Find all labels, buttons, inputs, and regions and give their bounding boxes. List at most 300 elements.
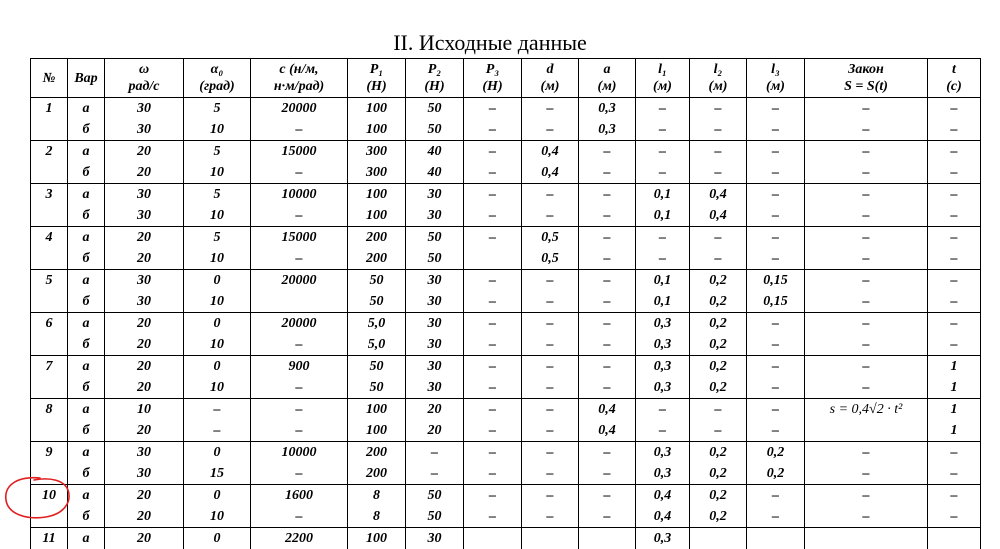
table-cell: 10 <box>184 119 251 141</box>
column-header-unit: S = S(t) <box>805 78 927 95</box>
column-header-unit: (Н) <box>464 78 521 95</box>
table-cell: – <box>928 442 981 464</box>
law-cell: – <box>805 485 928 507</box>
table-cell: а <box>68 399 105 421</box>
column-header-unit: (с) <box>928 78 980 95</box>
table-cell: – <box>928 313 981 335</box>
table-cell: – <box>464 485 522 507</box>
table-cell: – <box>928 463 981 485</box>
column-header-top: c (н/м, <box>251 61 347 78</box>
table-cell: 40 <box>406 141 464 163</box>
table-cell: 30 <box>105 442 184 464</box>
column-header-unit: (Н) <box>406 78 463 95</box>
table-cell: – <box>579 291 636 313</box>
law-cell: s = 0,4√2 · t² <box>805 399 928 421</box>
table-cell: 15000 <box>251 141 348 163</box>
table-cell: – <box>928 248 981 270</box>
header-row <box>31 59 981 98</box>
table-cell: 100 <box>348 528 406 549</box>
table-row <box>31 334 981 356</box>
table-row <box>31 98 981 120</box>
table-cell: 30 <box>406 313 464 335</box>
table-cell: а <box>68 356 105 378</box>
variant-number: 7 <box>31 356 68 378</box>
table-cell: 30 <box>406 184 464 206</box>
table-cell: – <box>522 98 579 120</box>
table-cell: – <box>251 334 348 356</box>
table-cell: 100 <box>348 205 406 227</box>
table-cell: 5 <box>184 227 251 249</box>
table-cell: – <box>522 506 579 528</box>
table-cell: 1 <box>928 399 981 421</box>
table-cell: – <box>464 399 522 421</box>
table-cell: а <box>68 270 105 292</box>
page-title: II. Исходные данные <box>0 30 980 56</box>
variant-number: 11 <box>31 528 68 549</box>
law-cell: – <box>805 248 928 270</box>
table-cell <box>579 528 636 549</box>
column-header-unit: (м) <box>747 78 804 95</box>
table-cell: 0,3 <box>636 528 690 549</box>
law-cell: – <box>805 184 928 206</box>
column-header <box>636 59 690 98</box>
table-cell: – <box>690 162 747 184</box>
table-cell: 0 <box>184 270 251 292</box>
table-cell: 10 <box>105 399 184 421</box>
table-cell: 0 <box>184 313 251 335</box>
variant-number <box>31 420 68 442</box>
table-cell: 50 <box>406 227 464 249</box>
table-cell: 0,2 <box>690 291 747 313</box>
table-cell: 0,2 <box>690 356 747 378</box>
table-cell: 0,2 <box>690 377 747 399</box>
table-cell: 30 <box>406 205 464 227</box>
table-cell: – <box>464 98 522 120</box>
table-cell <box>690 528 747 549</box>
table-cell: – <box>747 399 805 421</box>
table-cell: – <box>251 248 348 270</box>
variant-number <box>31 248 68 270</box>
table-cell: – <box>928 291 981 313</box>
table-cell: 20 <box>406 420 464 442</box>
table-cell: – <box>251 205 348 227</box>
table-row <box>31 377 981 399</box>
variant-number <box>31 205 68 227</box>
table-cell: 0,3 <box>579 119 636 141</box>
table-cell: – <box>747 356 805 378</box>
table-cell: 30 <box>105 291 184 313</box>
table-cell: 0,5 <box>522 248 579 270</box>
variant-number: 10 <box>31 485 68 507</box>
column-header <box>31 59 68 98</box>
table-cell: – <box>579 162 636 184</box>
law-cell: – <box>805 227 928 249</box>
table-cell: б <box>68 334 105 356</box>
table-cell: – <box>928 485 981 507</box>
column-header <box>105 59 184 98</box>
table-cell: – <box>464 377 522 399</box>
variant-number <box>31 119 68 141</box>
table-cell: 30 <box>105 463 184 485</box>
table-cell: 5,0 <box>348 334 406 356</box>
variant-number: 3 <box>31 184 68 206</box>
table-cell: 20 <box>105 506 184 528</box>
table-cell: 50 <box>348 291 406 313</box>
law-cell: – <box>805 334 928 356</box>
table-cell: – <box>747 141 805 163</box>
table-cell <box>522 528 579 549</box>
table-row <box>31 506 981 528</box>
table-cell: – <box>464 291 522 313</box>
table-cell: 5,0 <box>348 313 406 335</box>
table-cell: 30 <box>105 98 184 120</box>
table-cell: 0 <box>184 442 251 464</box>
table-cell: – <box>690 98 747 120</box>
table-cell: 900 <box>251 356 348 378</box>
table-cell: – <box>928 270 981 292</box>
table-cell: – <box>636 162 690 184</box>
table-cell: – <box>636 98 690 120</box>
table-cell: 1600 <box>251 485 348 507</box>
table-cell: – <box>690 399 747 421</box>
table-row <box>31 485 981 507</box>
table-cell: 0,4 <box>579 420 636 442</box>
table-cell: 20 <box>105 528 184 549</box>
column-header <box>251 59 348 98</box>
table-cell: 30 <box>406 528 464 549</box>
table-cell: 30 <box>406 356 464 378</box>
table-cell: – <box>464 227 522 249</box>
table-cell: а <box>68 485 105 507</box>
law-cell <box>805 420 928 442</box>
table-cell: – <box>251 506 348 528</box>
column-header-top: d <box>522 61 578 78</box>
law-cell: – <box>805 463 928 485</box>
table-cell: – <box>579 184 636 206</box>
table-cell: – <box>522 377 579 399</box>
table-cell: – <box>579 334 636 356</box>
table-cell: – <box>928 205 981 227</box>
table-cell: 5 <box>184 184 251 206</box>
table-cell: – <box>464 119 522 141</box>
table-cell: 100 <box>348 184 406 206</box>
variant-number <box>31 377 68 399</box>
table-cell: – <box>636 141 690 163</box>
column-header <box>464 59 522 98</box>
table-cell: 0,3 <box>636 313 690 335</box>
column-header-top: Вар <box>68 70 104 87</box>
table-cell: 20 <box>105 420 184 442</box>
table-cell: – <box>522 485 579 507</box>
table-row <box>31 356 981 378</box>
table-cell: 0,2 <box>690 506 747 528</box>
table-row <box>31 463 981 485</box>
table-cell <box>928 528 981 549</box>
table-cell: 20 <box>105 141 184 163</box>
table-cell: 0,2 <box>690 270 747 292</box>
table-cell: 0,4 <box>522 162 579 184</box>
column-header <box>747 59 805 98</box>
table-cell: а <box>68 98 105 120</box>
table-cell: – <box>464 270 522 292</box>
table-cell: – <box>406 463 464 485</box>
table-row <box>31 399 981 421</box>
table-row <box>31 205 981 227</box>
table-cell: б <box>68 205 105 227</box>
table-cell: 30 <box>406 270 464 292</box>
column-header-unit: (Н) <box>348 78 405 95</box>
table-cell: 50 <box>406 248 464 270</box>
variant-number: 6 <box>31 313 68 335</box>
table-cell: 200 <box>348 227 406 249</box>
table-cell: – <box>464 463 522 485</box>
table-cell: 0,2 <box>690 313 747 335</box>
table-cell: 10 <box>184 162 251 184</box>
table-cell: 20 <box>105 356 184 378</box>
table-cell: – <box>747 98 805 120</box>
table-cell: 300 <box>348 141 406 163</box>
variant-number <box>31 291 68 313</box>
table-cell: 50 <box>348 377 406 399</box>
table-cell: – <box>747 334 805 356</box>
column-header-unit: (м) <box>522 78 578 95</box>
column-header <box>522 59 579 98</box>
table-cell: – <box>747 162 805 184</box>
table-cell: 40 <box>406 162 464 184</box>
table-cell: – <box>579 141 636 163</box>
table-cell: 0,2 <box>747 463 805 485</box>
law-cell: – <box>805 313 928 335</box>
table-cell: 0,3 <box>636 334 690 356</box>
table-cell: 20 <box>105 227 184 249</box>
column-header-top: P₁ <box>348 61 405 78</box>
table-cell: – <box>464 442 522 464</box>
table-cell: – <box>251 162 348 184</box>
table-cell: 10 <box>184 334 251 356</box>
table-cell: – <box>522 270 579 292</box>
variant-number <box>31 334 68 356</box>
table-cell: – <box>579 377 636 399</box>
table-cell: – <box>184 399 251 421</box>
table-cell: 10 <box>184 291 251 313</box>
table-cell: – <box>184 420 251 442</box>
table-cell: – <box>747 506 805 528</box>
law-cell: – <box>805 442 928 464</box>
table-cell: 0,15 <box>747 270 805 292</box>
table-cell: 0,3 <box>636 356 690 378</box>
table-cell: – <box>579 313 636 335</box>
law-cell: – <box>805 119 928 141</box>
column-header-top: t <box>928 61 980 78</box>
table-cell: 10000 <box>251 442 348 464</box>
column-header <box>579 59 636 98</box>
table-cell: 0,4 <box>522 141 579 163</box>
table-cell <box>464 528 522 549</box>
table-row <box>31 141 981 163</box>
table-cell: 100 <box>348 98 406 120</box>
table-cell: 20 <box>105 313 184 335</box>
table-cell: 20 <box>105 334 184 356</box>
table-cell: 1 <box>928 377 981 399</box>
table-row <box>31 162 981 184</box>
column-header-top: P₃ <box>464 61 521 78</box>
table-cell: – <box>579 356 636 378</box>
table-cell: – <box>464 506 522 528</box>
table-cell: б <box>68 463 105 485</box>
table-cell: – <box>747 313 805 335</box>
table-cell: 20 <box>105 162 184 184</box>
table-cell: – <box>636 399 690 421</box>
table-cell: 30 <box>105 205 184 227</box>
table-cell: 10 <box>184 506 251 528</box>
column-header <box>928 59 981 98</box>
table-cell: – <box>464 334 522 356</box>
column-header-top: ω <box>105 61 183 78</box>
column-header-top: α₀ <box>184 61 250 78</box>
data-table <box>30 58 981 549</box>
table-cell: б <box>68 119 105 141</box>
table-cell: – <box>747 485 805 507</box>
table-cell: – <box>636 420 690 442</box>
table-cell: 2200 <box>251 528 348 549</box>
table-cell: – <box>690 248 747 270</box>
table-cell <box>464 248 522 270</box>
table-cell: 5 <box>184 98 251 120</box>
variant-number <box>31 506 68 528</box>
table-cell: – <box>928 184 981 206</box>
table-cell: б <box>68 291 105 313</box>
column-header-unit: (град) <box>184 78 250 95</box>
table-cell: – <box>747 248 805 270</box>
table-row <box>31 313 981 335</box>
table-cell: 20 <box>105 485 184 507</box>
table-cell <box>251 291 348 313</box>
table-cell: – <box>522 356 579 378</box>
table-cell: 0,3 <box>636 442 690 464</box>
law-cell: – <box>805 141 928 163</box>
law-cell: – <box>805 291 928 313</box>
table-cell: 20000 <box>251 98 348 120</box>
table-cell: – <box>522 420 579 442</box>
table-cell: б <box>68 506 105 528</box>
table-cell: – <box>522 313 579 335</box>
variant-number: 2 <box>31 141 68 163</box>
table-cell: 0,2 <box>690 442 747 464</box>
table-cell: – <box>251 377 348 399</box>
law-cell: – <box>805 162 928 184</box>
table-cell: – <box>579 442 636 464</box>
table-cell: – <box>522 334 579 356</box>
table-cell: 50 <box>406 119 464 141</box>
table-cell: – <box>747 420 805 442</box>
column-header <box>690 59 747 98</box>
table-cell <box>747 528 805 549</box>
table-cell: 30 <box>105 119 184 141</box>
table-cell: – <box>928 119 981 141</box>
column-header-top: P₂ <box>406 61 463 78</box>
table-cell: 0 <box>184 528 251 549</box>
table-cell: 0,2 <box>747 442 805 464</box>
table-cell: – <box>690 119 747 141</box>
column-header-top: a <box>579 61 635 78</box>
table-cell: 0,1 <box>636 205 690 227</box>
table-cell: – <box>747 184 805 206</box>
table-cell: 10 <box>184 248 251 270</box>
column-header-top: Закон <box>805 61 927 78</box>
table-cell: 8 <box>348 506 406 528</box>
table-cell: – <box>747 377 805 399</box>
variant-number: 8 <box>31 399 68 421</box>
table-cell: 0,3 <box>579 98 636 120</box>
table-cell: 50 <box>348 356 406 378</box>
table-cell: 10 <box>184 205 251 227</box>
table-cell: – <box>636 119 690 141</box>
variant-number: 1 <box>31 98 68 120</box>
table-row <box>31 227 981 249</box>
column-header-unit: (м) <box>579 78 635 95</box>
table-row <box>31 119 981 141</box>
table-cell: – <box>928 98 981 120</box>
table-cell: 200 <box>348 463 406 485</box>
column-header-top: l₁ <box>636 61 689 78</box>
table-cell: – <box>522 119 579 141</box>
variant-number <box>31 463 68 485</box>
table-cell: 20 <box>105 248 184 270</box>
table-cell: 200 <box>348 442 406 464</box>
table-cell: – <box>464 313 522 335</box>
table-cell: – <box>406 442 464 464</box>
table-cell: 50 <box>406 98 464 120</box>
table-cell: 1 <box>928 420 981 442</box>
law-cell: – <box>805 98 928 120</box>
table-cell: 30 <box>406 334 464 356</box>
column-header <box>184 59 251 98</box>
table-cell: – <box>690 141 747 163</box>
table-cell: – <box>636 227 690 249</box>
table-cell: 100 <box>348 399 406 421</box>
table-cell: 0,1 <box>636 291 690 313</box>
table-cell: – <box>928 506 981 528</box>
table-cell: – <box>928 227 981 249</box>
table-cell: – <box>251 399 348 421</box>
table-cell: а <box>68 442 105 464</box>
table-cell: – <box>636 248 690 270</box>
table-cell: 20000 <box>251 313 348 335</box>
table-cell: 10000 <box>251 184 348 206</box>
table-cell: 0,4 <box>579 399 636 421</box>
table-cell: – <box>579 270 636 292</box>
table-cell: – <box>522 463 579 485</box>
table-row <box>31 184 981 206</box>
table-cell: б <box>68 420 105 442</box>
table-cell: 100 <box>348 119 406 141</box>
law-cell: – <box>805 205 928 227</box>
table-cell: – <box>464 420 522 442</box>
table-cell: 0,4 <box>636 506 690 528</box>
table-cell: а <box>68 313 105 335</box>
table-cell: б <box>68 248 105 270</box>
table-cell: 30 <box>105 184 184 206</box>
column-header <box>406 59 464 98</box>
law-cell: – <box>805 270 928 292</box>
table-cell: а <box>68 528 105 549</box>
table-cell: – <box>464 184 522 206</box>
law-cell: – <box>805 356 928 378</box>
table-cell: 8 <box>348 485 406 507</box>
table-cell: – <box>464 162 522 184</box>
column-header <box>348 59 406 98</box>
table-cell: – <box>928 334 981 356</box>
